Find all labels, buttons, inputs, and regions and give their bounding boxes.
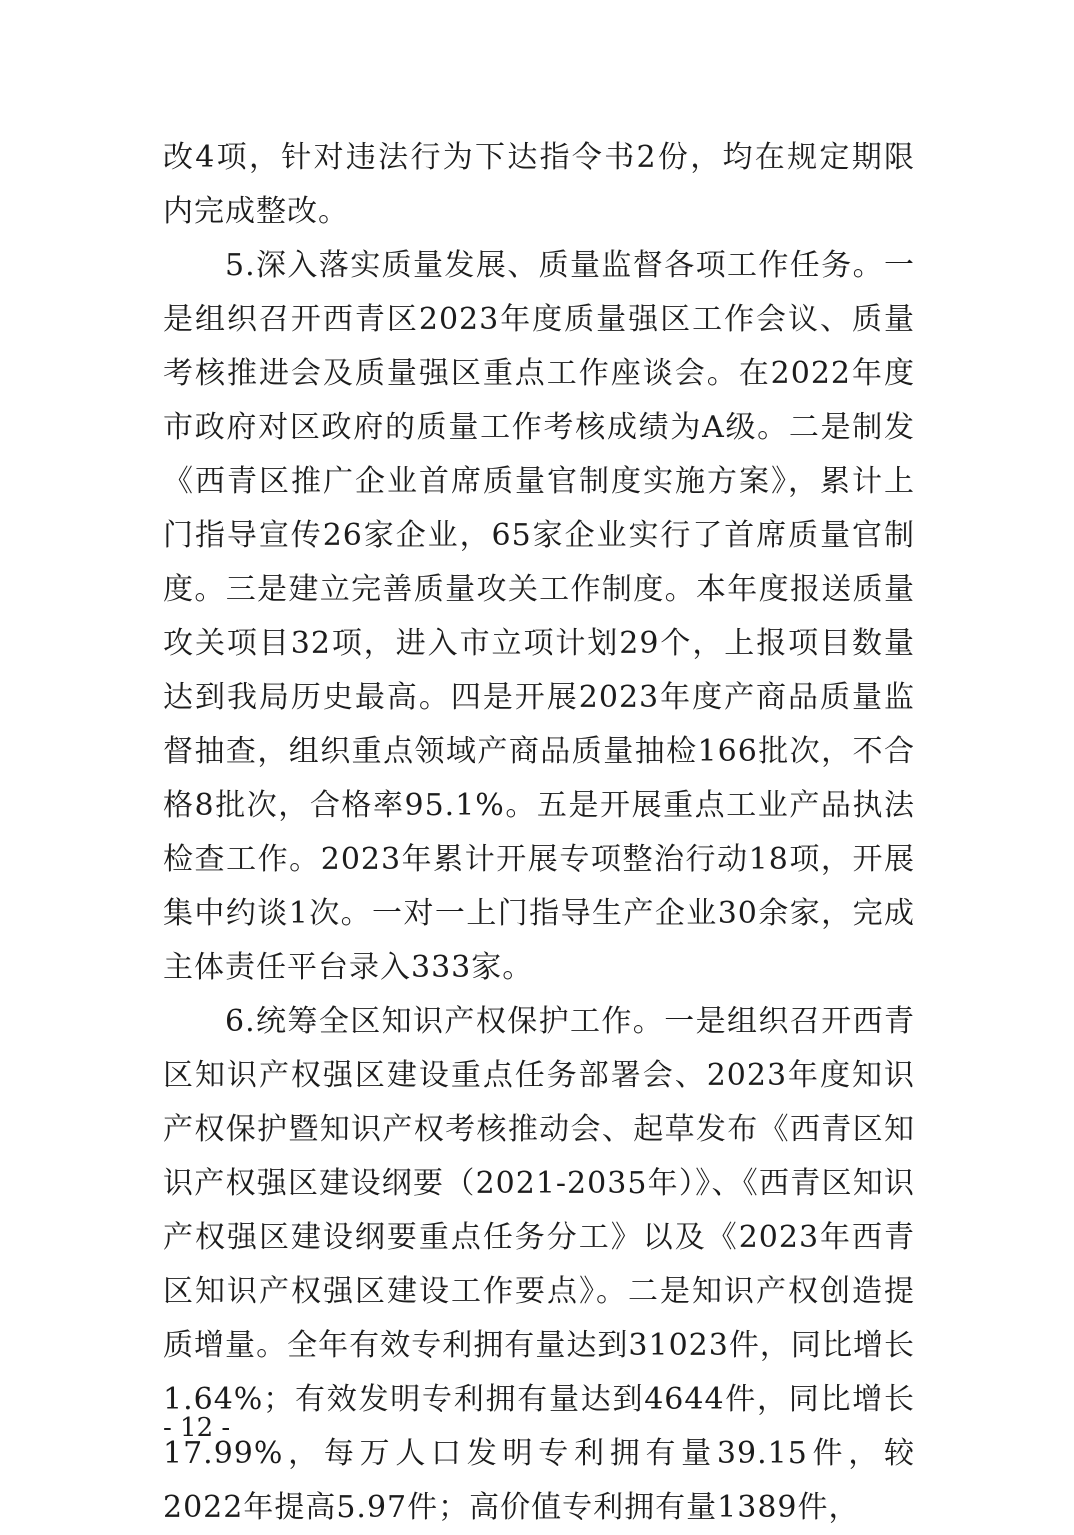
paragraph-intellectual-property: 6.统筹全区知识产权保护工作。一是组织召开西青区知识产权强区建设重点任务部署会、2023年度知识产权保护暨知识产权考核推动会、起草发布《西青区知识产权强区建设纲要（2021-2035年）》、《西青区知识产权强区建设纲要重点任务分工》以及《2023年西青区知识产权强区建设工作要点》。二是知识产权创造提质增量。全年有效专利拥有量达到31023件，同比增长1.64%；有效发明专利拥有量达到4644件，同比增长17.99%，每万人口发明专利拥有量39.15件，较2022年提高5.97件；高价值专利拥有量1389件，: [163, 1004, 915, 1525]
paragraph-quality-supervision: 5.深入落实质量发展、质量监督各项工作任务。一是组织召开西青区2023年度质量强区工作会议、质量考核推进会及质量强区重点工作座谈会。在2022年度市政府对区政府的质量工作考核成绩为A级。二是制发《西青区推广企业首席质量官制度实施方案》，累计上门指导宣传26家企业，65家企业实行了首席质量官制度。三是建立完善质量攻关工作制度。本年度报送质量攻关项目32项，进入市立项计划29个，上报项目数量达到我局历史最高。四是开展2023年度产商品质量监督抽查，组织重点领域产商品质量抽检166批次，不合格8批次，合格率95.1%。五是开展重点工业产品执法检查工作。2023年累计开展专项整治行动18项，开展集中约谈1次。一对一上门指导生产企业30余家，完成主体责任平台录入333家。: [163, 248, 915, 985]
paragraph-continuation: 改4项，针对违法行为下达指令书2份，均在规定期限内完成整改。: [163, 140, 915, 229]
page-number: - 12 -: [163, 1413, 231, 1443]
body-text: [163, 131, 915, 1535]
